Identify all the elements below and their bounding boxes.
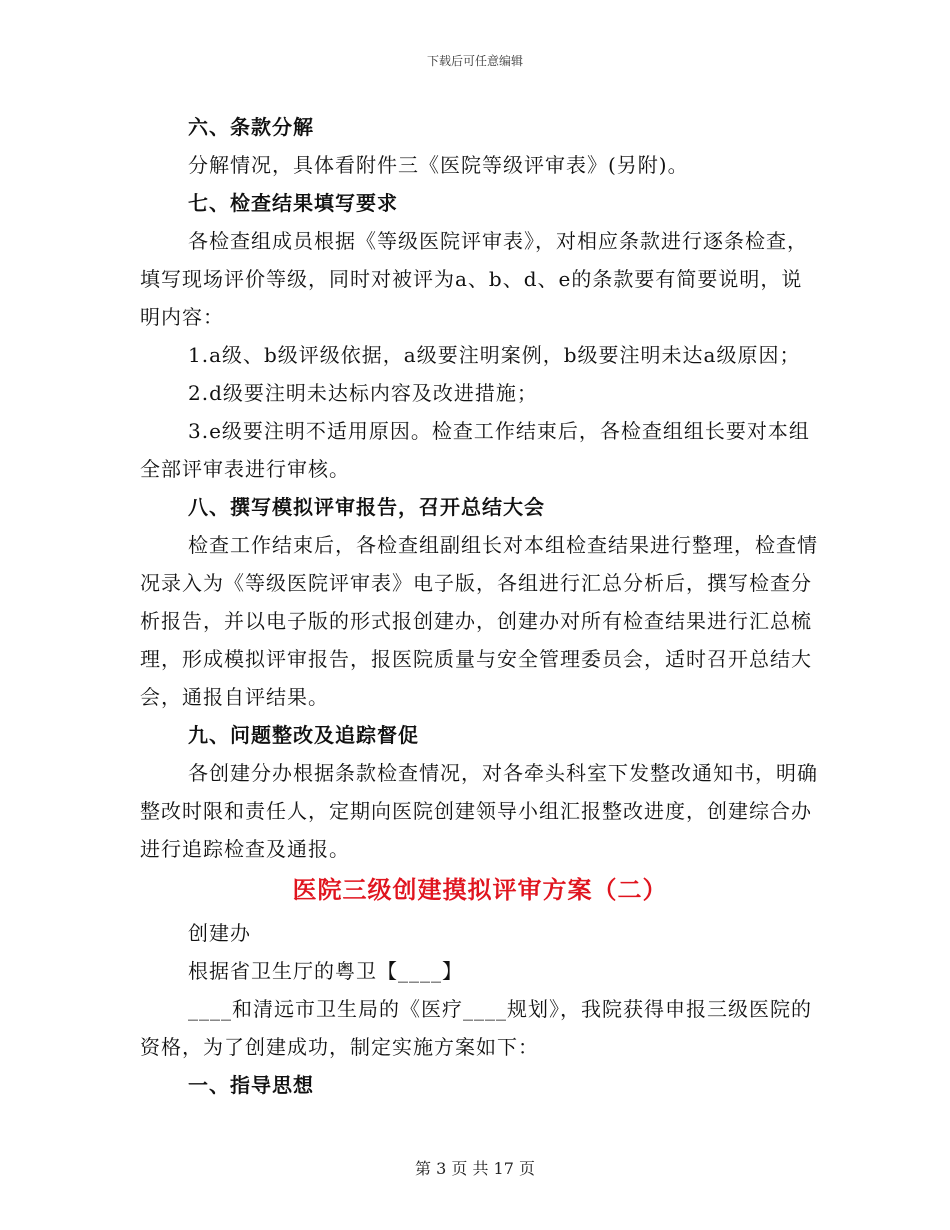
- page-footer: 第 3 页 共 17 页: [415, 1159, 535, 1178]
- body-paragraph: 根据省卫生厅的粤卫【____】: [188, 959, 463, 983]
- list-item: 3.e级要注明不适用原因。检查工作结束后，各检查组组长要对本组全部评审表进行审核。: [140, 419, 810, 481]
- section-heading: 九、问题整改及追踪督促: [188, 723, 419, 747]
- body-paragraph: 创建办: [188, 921, 251, 945]
- body-paragraph: 分解情况，具体看附件三《医院等级评审表》(另附)。: [188, 153, 689, 177]
- document-title: 医院三级创建摸拟评审方案（二）: [292, 875, 668, 904]
- header-note: 下载后可任意编辑: [426, 54, 523, 68]
- body-paragraph: 各检查组成员根据《等级医院评审表》，对相应条款进行逐条检查，填写现场评价等级，同时对被评为a、b、d、e的条款要有简要说明，说明内容：: [140, 229, 808, 329]
- list-item: 1.a级、b级评级依据，a级要注明案例，b级要注明未达a级原因；: [188, 343, 801, 367]
- document-body: [140, 108, 820, 1104]
- section-heading: 八、撰写模拟评审报告，召开总结大会: [188, 495, 545, 519]
- section-heading: 六、条款分解: [188, 115, 314, 139]
- list-item: 2.d级要注明未达标内容及改进措施；: [188, 381, 538, 405]
- section-heading: 七、检查结果填写要求: [188, 191, 398, 215]
- section-heading: 一、指导思想: [188, 1073, 314, 1097]
- body-paragraph: 检查工作结束后，各检查组副组长对本组检查结果进行整理，检查情况录入为《等级医院评审表》电子版，各组进行汇总分析后，撰写检查分析报告，并以电子版的形式报创建办，创建办对所有检查结果进行汇总梳理，形成模拟评审报告，报医院质量与安全管理委员会，适时召开总结大会，通报自评结果。: [140, 533, 818, 709]
- body-paragraph: 各创建分办根据条款检查情况，对各牵头科室下发整改通知书，明确整改时限和责任人，定期向医院创建领导小组汇报整改进度，创建综合办进行追踪检查及通报。: [140, 761, 818, 861]
- body-paragraph: ____和清远市卫生局的《医疗____规划》，我院获得申报三级医院的资格，为了创建成功，制定实施方案如下：: [140, 997, 812, 1059]
